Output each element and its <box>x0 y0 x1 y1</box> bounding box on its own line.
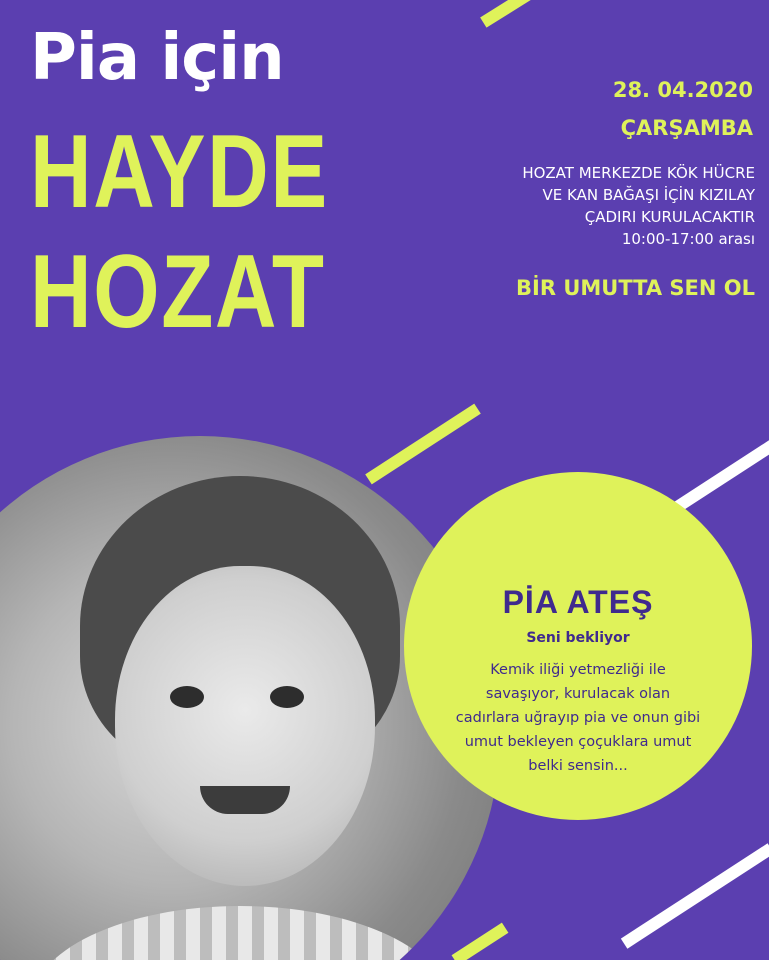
decorative-stripe <box>365 404 481 485</box>
photo-face <box>115 566 375 886</box>
event-info-line: 10:00-17:00 arası <box>621 230 755 248</box>
photo-shirt <box>30 906 450 960</box>
event-info-line: ÇADIRI KURULACAKTIR <box>584 208 755 226</box>
event-info-line: HOZAT MERKEZDE KÖK HÜCRE <box>522 164 755 182</box>
event-day: ÇARŞAMBA <box>620 116 753 140</box>
decorative-stripe <box>480 0 546 28</box>
bubble-body-line: Kemik iliği yetmezliği ile <box>490 662 666 678</box>
child-name: PİA ATEŞ <box>502 584 654 620</box>
event-info-line: VE KAN BAĞAŞI İÇİN KIZILAY <box>542 186 755 204</box>
bubble-body <box>444 658 712 778</box>
decorative-stripe <box>452 923 509 960</box>
bubble-body-line: savaşıyor, kurulacak olan <box>485 686 671 702</box>
title-line-2: HAYDE <box>30 114 329 230</box>
event-info <box>455 162 755 250</box>
slogan: BİR UMUTTA SEN OL <box>516 276 755 300</box>
photo-mouth <box>200 786 290 814</box>
decorative-stripe <box>621 843 769 948</box>
bubble-body-line: umut bekleyen çoçuklara umut <box>464 734 692 750</box>
title-line-1: Pia için <box>30 21 284 95</box>
info-bubble <box>404 472 752 820</box>
bubble-subtitle: Seni bekliyor <box>526 630 630 646</box>
event-date: 28. 04.2020 <box>612 78 753 102</box>
title-line-3: HOZAT <box>30 234 326 350</box>
bubble-body-line: cadırlara uğrayıp pia ve onun gibi <box>455 710 701 726</box>
photo-eye <box>170 686 204 708</box>
photo-eye <box>270 686 304 708</box>
bubble-body-line: belki sensin... <box>528 758 628 774</box>
